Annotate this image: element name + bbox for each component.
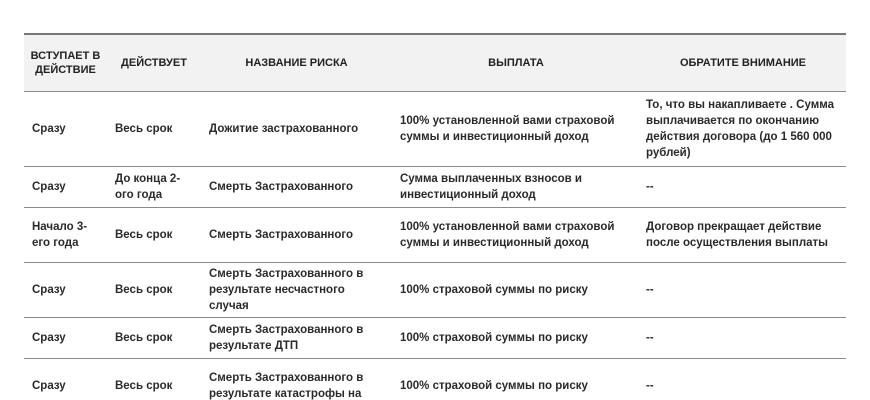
cell-risk-name: Дожитие застрахованного (201, 92, 392, 167)
cell-starts: Сразу (24, 359, 107, 400)
table-row (24, 359, 846, 400)
cell-note: -- (640, 318, 846, 359)
cell-valid: До конца 2-ого года (107, 167, 201, 208)
header-note: ОБРАТИТЕ ВНИМАНИЕ (640, 34, 846, 92)
table-row (24, 208, 846, 263)
cell-risk-name: Смерть Застрахованного (201, 208, 392, 263)
cell-payout: 100% страховой суммы по риску (392, 359, 640, 400)
cell-note: То, что вы накапливаете . Сумма выплачивается по окончанию действия договора (до 1 560 000 рублей) (640, 92, 846, 167)
cell-note: -- (640, 167, 846, 208)
cell-starts: Сразу (24, 167, 107, 208)
cell-valid: Весь срок (107, 263, 201, 318)
cell-risk-name: Смерть Застрахованного в результате ДТП (201, 318, 392, 359)
cell-payout: 100% установленной вами страховой суммы и инвестиционный доход (392, 92, 640, 167)
cell-starts: Сразу (24, 318, 107, 359)
cell-risk-name: Смерть Застрахованного в результате несчастного случая (201, 263, 392, 318)
cell-risk-name: Смерть Застрахованного в результате катастрофы на (201, 359, 392, 400)
cell-payout: 100% страховой суммы по риску (392, 263, 640, 318)
cell-valid: Весь срок (107, 318, 201, 359)
cell-payout: 100% страховой суммы по риску (392, 318, 640, 359)
table-row (24, 263, 846, 318)
header-valid: ДЕЙСТВУЕТ (107, 34, 201, 92)
cell-valid: Весь срок (107, 208, 201, 263)
header-payout: ВЫПЛАТА (392, 34, 640, 92)
cell-risk-name: Смерть Застрахованного (201, 167, 392, 208)
cell-note: -- (640, 359, 846, 400)
cell-valid: Весь срок (107, 359, 201, 400)
cell-payout: 100% установленной вами страховой суммы и инвестиционный доход (392, 208, 640, 263)
cell-starts: Сразу (24, 263, 107, 318)
cell-valid: Весь срок (107, 92, 201, 167)
cell-note: Договор прекращает действие после осуществления выплаты (640, 208, 846, 263)
cell-note: -- (640, 263, 846, 318)
table-row (24, 167, 846, 208)
table-row (24, 318, 846, 359)
risk-table (24, 33, 846, 400)
header-risk-name: НАЗВАНИЕ РИСКА (201, 34, 392, 92)
header-starts: ВСТУПАЕТ В ДЕЙСТВИЕ (24, 34, 107, 92)
cell-starts: Сразу (24, 92, 107, 167)
cell-starts: Начало 3-его года (24, 208, 107, 263)
table-row (24, 92, 846, 167)
table-header-row (24, 34, 846, 92)
cell-payout: Сумма выплаченных взносов и инвестиционный доход (392, 167, 640, 208)
